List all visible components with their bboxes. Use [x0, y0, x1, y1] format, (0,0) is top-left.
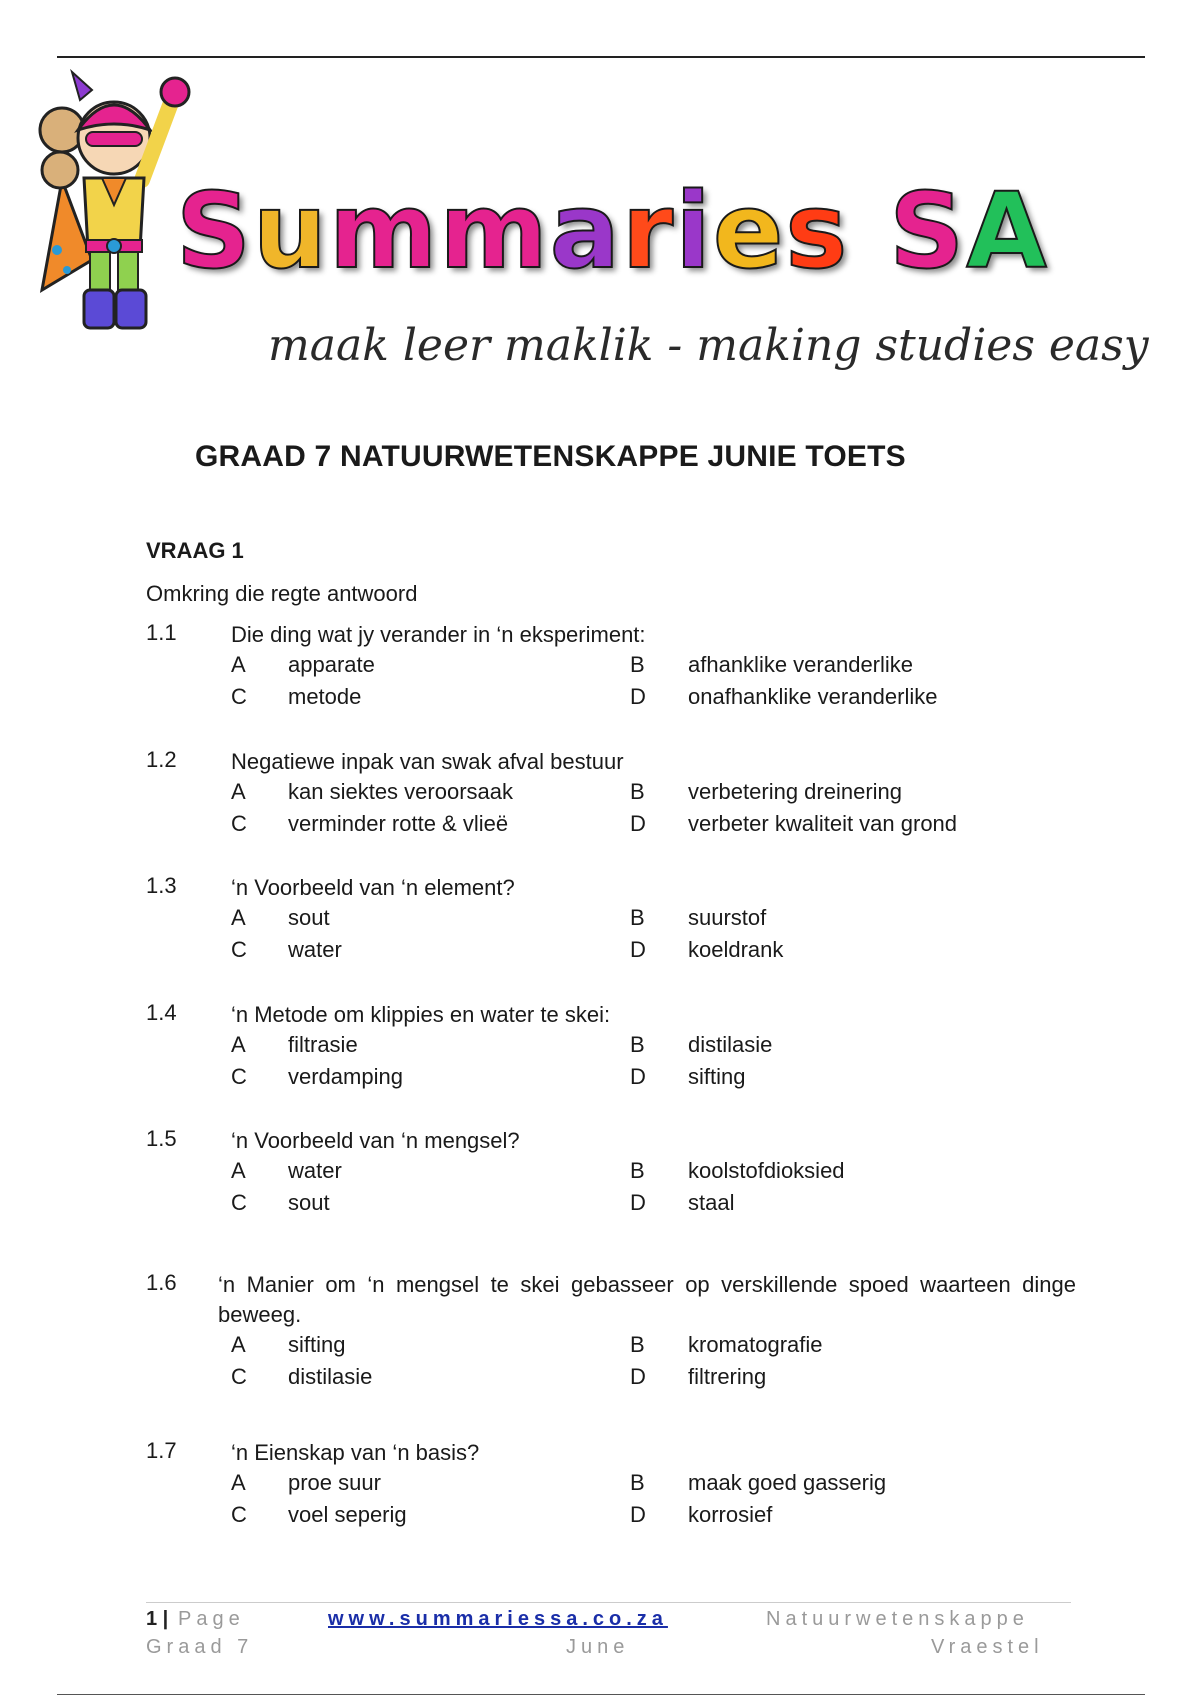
option-text[interactable]: koolstofdioksied — [688, 1158, 845, 1183]
option-letter[interactable]: C — [231, 1502, 247, 1527]
option-letter[interactable]: D — [630, 1364, 646, 1389]
brand-letter: S — [176, 170, 253, 292]
option-text[interactable]: proe suur — [288, 1470, 381, 1495]
header-logo — [0, 58, 1200, 371]
option-text[interactable]: water — [288, 1158, 342, 1183]
footer-month: June — [566, 1636, 630, 1658]
mascot-illustration — [22, 60, 202, 340]
question-text: ‘n Eienskap van ‘n basis? — [231, 1440, 480, 1465]
website-link[interactable]: www.summariessa.co.za — [328, 1608, 668, 1630]
question-text: ‘n Voorbeeld van ‘n element? — [231, 875, 515, 900]
brand-letter: s — [785, 170, 850, 292]
option-letter[interactable]: A — [231, 1470, 246, 1495]
bottom-rule — [57, 1694, 1145, 1695]
page-word: Page — [178, 1608, 245, 1630]
option-text[interactable]: onafhanklike veranderlike — [688, 684, 938, 709]
question-number: 1.7 — [146, 1438, 177, 1463]
option-text[interactable]: kromatografie — [688, 1332, 823, 1357]
question-number: 1.1 — [146, 620, 177, 645]
brand-letter: i — [675, 170, 713, 292]
option-letter[interactable]: B — [630, 1470, 645, 1495]
option-text[interactable]: sout — [288, 1190, 330, 1215]
instruction-text: Omkring die regte antwoord — [146, 581, 418, 606]
option-text[interactable]: voel seperig — [288, 1502, 407, 1527]
question-text: ‘n Voorbeeld van ‘n mengsel? — [231, 1128, 520, 1153]
option-text[interactable]: koeldrank — [688, 937, 784, 962]
option-letter[interactable]: D — [630, 811, 646, 836]
option-text[interactable]: staal — [688, 1190, 735, 1215]
brand-wordmark — [176, 156, 1176, 306]
option-letter[interactable]: C — [231, 1064, 247, 1089]
question-number: 1.5 — [146, 1126, 177, 1151]
option-text[interactable]: suurstof — [688, 905, 767, 930]
option-text[interactable]: maak goed gasserig — [688, 1470, 887, 1495]
footer-subject: Natuurwetenskappe — [766, 1608, 1029, 1630]
option-letter[interactable]: C — [231, 684, 247, 709]
option-text[interactable]: verbeter kwaliteit van grond — [688, 811, 958, 836]
option-letter[interactable]: B — [630, 779, 645, 804]
brand-letter: a — [549, 170, 622, 292]
option-letter[interactable]: D — [630, 684, 646, 709]
option-letter[interactable]: A — [231, 905, 246, 930]
option-letter[interactable]: A — [231, 1158, 246, 1183]
option-text[interactable]: verminder rotte & vlieë — [288, 811, 509, 836]
question-text: ‘n Metode om klippies en water te skei: — [231, 1002, 611, 1027]
footer-rule — [146, 1602, 1071, 1603]
question-number: 1.3 — [146, 873, 177, 898]
option-letter[interactable]: B — [630, 652, 645, 677]
option-text[interactable]: apparate — [288, 652, 375, 677]
question-number: 1.4 — [146, 1000, 177, 1025]
option-letter[interactable]: B — [630, 1032, 645, 1057]
brand-letter: r — [621, 170, 676, 292]
brand-letter: m — [328, 170, 440, 292]
option-text[interactable]: kan siektes veroorsaak — [288, 779, 513, 804]
option-text[interactable]: sifting — [288, 1332, 346, 1357]
option-text[interactable]: verbetering dreinering — [688, 779, 903, 804]
option-letter[interactable]: D — [630, 1190, 646, 1215]
question-text: ‘n Manier om ‘n mengsel te skei gebasseer op verskillende spoed waarteen dinge beweeg. — [218, 1272, 1076, 1327]
question-number: 1.6 — [146, 1270, 177, 1295]
brand-letter: m — [439, 170, 550, 292]
option-letter[interactable]: B — [630, 1158, 645, 1183]
brand-tagline: maak leer maklik - making studies easy — [268, 320, 1149, 371]
option-letter[interactable]: C — [231, 1364, 247, 1389]
option-text[interactable]: distilasie — [288, 1364, 373, 1389]
option-letter[interactable]: B — [630, 1332, 645, 1357]
option-letter[interactable]: A — [231, 652, 246, 677]
option-letter[interactable]: D — [630, 1502, 646, 1527]
option-text[interactable]: sout — [288, 905, 330, 930]
option-text[interactable]: korrosief — [688, 1502, 773, 1527]
page-number: 1 | — [146, 1608, 169, 1630]
brand-letter: S — [889, 170, 967, 292]
option-letter[interactable]: D — [630, 1064, 646, 1089]
option-text[interactable]: water — [288, 937, 342, 962]
question-text: Die ding wat jy verander in ‘n eksperiment: — [231, 622, 646, 647]
option-text[interactable]: verdamping — [288, 1064, 403, 1089]
option-letter[interactable]: C — [231, 1190, 247, 1215]
question-heading: VRAAG 1 — [146, 538, 244, 563]
footer-paper: Vraestel — [931, 1636, 1044, 1658]
option-text[interactable]: sifting — [688, 1064, 746, 1089]
option-letter[interactable]: A — [231, 1332, 246, 1357]
option-text[interactable]: afhanklike veranderlike — [688, 652, 914, 677]
option-letter[interactable]: C — [231, 811, 247, 836]
option-text[interactable]: metode — [288, 684, 362, 709]
option-letter[interactable]: C — [231, 937, 247, 962]
question-text: Negatiewe inpak van swak afval bestuur — [231, 749, 624, 774]
option-text[interactable]: distilasie — [688, 1032, 773, 1057]
footer-grade: Graad 7 — [146, 1636, 254, 1658]
option-letter[interactable]: B — [630, 905, 645, 930]
option-letter[interactable]: A — [231, 779, 246, 804]
option-text[interactable]: filtrering — [688, 1364, 767, 1389]
brand-letter: A — [966, 170, 1049, 292]
option-letter[interactable]: A — [231, 1032, 246, 1057]
page-title: GRAAD 7 NATUURWETENSKAPPE JUNIE TOETS — [195, 440, 906, 473]
question-number: 1.2 — [146, 747, 177, 772]
option-letter[interactable]: D — [630, 937, 646, 962]
brand-letter: e — [712, 170, 786, 292]
brand-letter: u — [252, 170, 329, 292]
option-text[interactable]: filtrasie — [288, 1032, 358, 1057]
